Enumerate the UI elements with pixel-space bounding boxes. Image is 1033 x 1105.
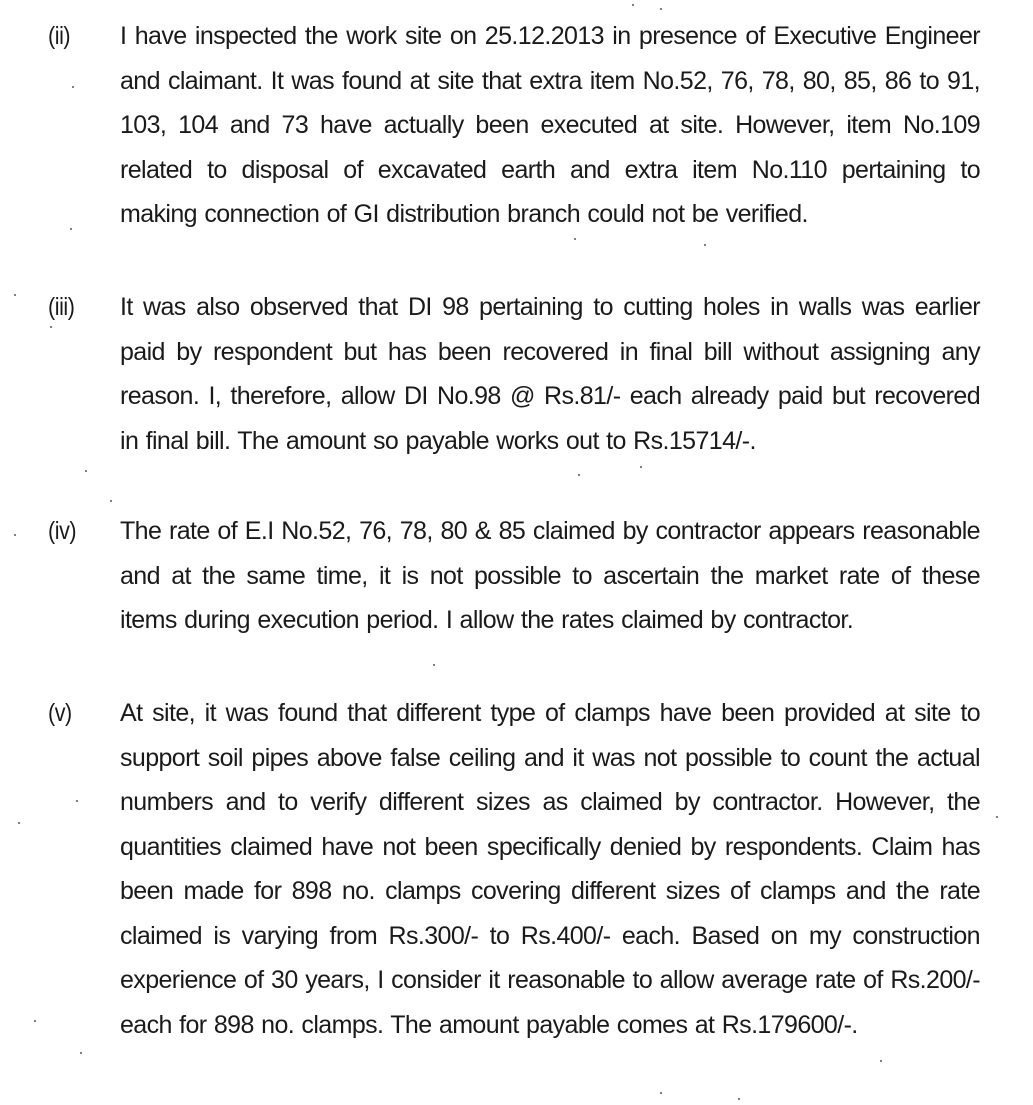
paragraph-text: I have inspected the work site on 25.12.2013 in presence of Executive Engineer and claimant. It was found at site that extra item No.52, 76, 78, 80, 85, 86 to 91, 103, 104 and 73 have actually been executed at site. However, item No.109 related to disposal of excavated earth and extra item No.110 pertaining to making connection of GI distribution branch could not be verified. <box>120 22 980 228</box>
paragraph-number: (v) <box>48 699 72 727</box>
paragraph-number: (iii) <box>48 293 75 321</box>
paragraph-number: (iv) <box>48 517 77 545</box>
paragraph-text: The rate of E.I No.52, 76, 78, 80 & 85 claimed by contractor appears reasonable and at the same time, it is not possible to ascertain the market rate of these items during execution period. I allow the rates claimed by contractor. <box>120 517 980 634</box>
paragraph-text: At site, it was found that different type of clamps have been provided at site to support soil pipes above false ceiling and it was not possible to count the actual numbers and to verify different sizes as claimed by contractor. However, the quantities claimed have not been specifically denied by respondents. Claim has been made for 898 no. clamps covering different sizes of clamps and the rate claimed is varying from Rs.300/- to Rs.400/- each. Based on my construction experience of 30 years, I consider it reasonable to allow average rate of Rs.200/- each for 898 no. clamps. The amount payable comes at Rs.179600/-. <box>120 699 980 1039</box>
paragraph-number: (ii) <box>48 22 71 50</box>
paragraph-text: It was also observed that DI 98 pertaining to cutting holes in walls was earlier paid by respondent but has been recovered in final bill without assigning any reason. I, therefore, allow DI No.98 @ Rs.81/- each already paid but recovered in final bill. The amount so payable works out to Rs.15714/-. <box>120 293 980 455</box>
